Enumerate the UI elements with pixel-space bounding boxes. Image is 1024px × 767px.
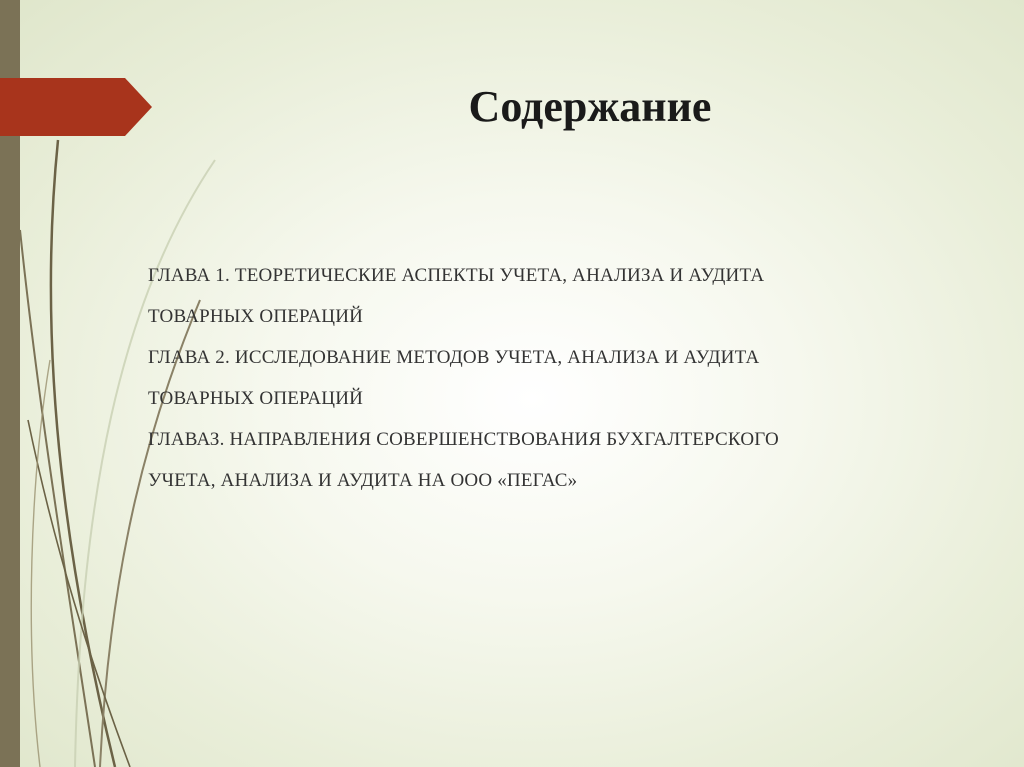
toc-chapter-1-line-2: ТОВАРНЫХ ОПЕРАЦИЙ bbox=[148, 306, 364, 327]
toc-chapter-2-line-2: ТОВАРНЫХ ОПЕРАЦИЙ bbox=[148, 388, 364, 409]
toc-chapter-3-line-1: ГЛАВАЗ. НАПРАВЛЕНИЯ СОВЕРШЕНСТВОВАНИЯ БУХГАЛТЕРСКОГО bbox=[148, 429, 779, 450]
slide-title: Содержание bbox=[468, 82, 712, 131]
arrow-tab bbox=[0, 78, 152, 136]
toc-chapter-3-line-2: УЧЕТА, АНАЛИЗА И АУДИТА НА ООО «ПЕГАС» bbox=[148, 470, 578, 491]
toc-chapter-1-line-1: ГЛАВА 1. ТЕОРЕТИЧЕСКИЕ АСПЕКТЫ УЧЕТА, АНАЛИЗА И АУДИТА bbox=[148, 265, 765, 286]
toc-chapter-2-line-1: ГЛАВА 2. ИССЛЕДОВАНИЕ МЕТОДОВ УЧЕТА, АНАЛИЗА И АУДИТА bbox=[148, 347, 760, 368]
table-of-contents bbox=[148, 255, 948, 501]
